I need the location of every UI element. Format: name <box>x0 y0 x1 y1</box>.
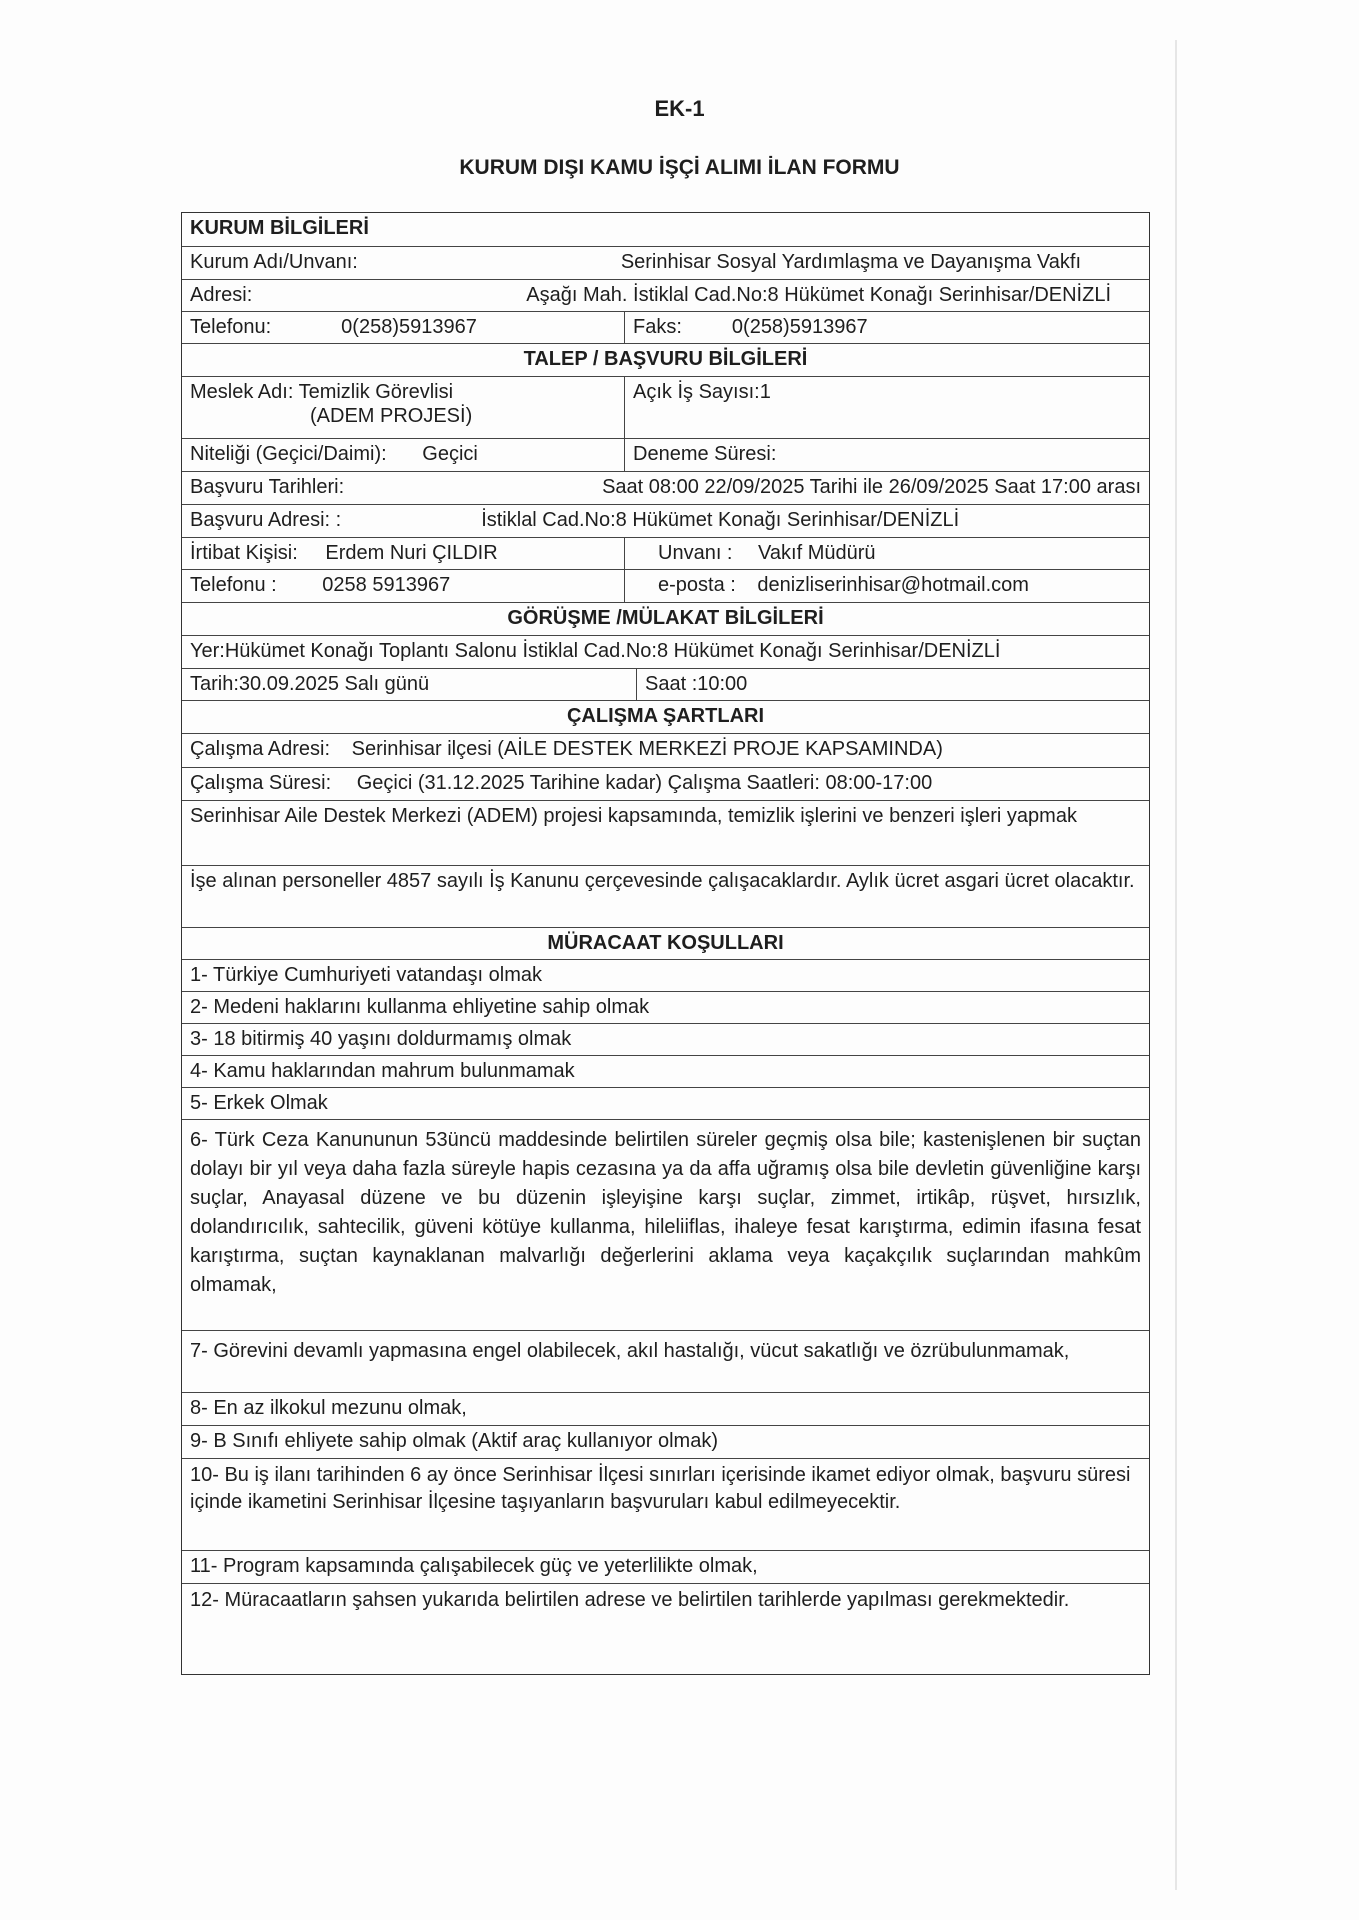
interview-place: Yer:Hükümet Konağı Toplantı Salonu İstiklal Cad.No:8 Hükümet Konağı Serinhisar/DENİZLİ <box>190 640 1001 662</box>
form-title: KURUM DIŞI KAMU İŞÇİ ALIMI İLAN FORMU <box>459 156 900 179</box>
field-label: Çalışma Süresi: <box>190 772 332 794</box>
row-interview-place <box>182 636 1149 669</box>
field-label: Başvuru Adresi: : <box>190 509 342 531</box>
institution-address: Aşağı Mah. İstiklal Cad.No:8 Hükümet Konağı Serinhisar/DENİZLİ <box>526 284 1111 306</box>
condition-text: 7- Görevini devamlı yapmasına engel olabilecek, akıl hastalığı, vücut sakatlığı ve özrübulunmamak, <box>190 1340 1070 1362</box>
field-label: Telefonu : <box>190 574 277 596</box>
condition-item <box>182 1024 1149 1056</box>
field-label: Başvuru Tarihleri: <box>190 476 345 498</box>
row-application-address <box>182 505 1149 538</box>
work-address: Serinhisar ilçesi (AİLE DESTEK MERKEZİ PROJE KAPSAMINDA) <box>351 738 943 760</box>
row-contact <box>182 538 1149 570</box>
project-name: (ADEM PROJESİ) <box>310 405 473 427</box>
condition-item <box>182 1120 1149 1331</box>
field-label: Telefonu: <box>190 316 272 338</box>
row-institution-name <box>182 247 1149 280</box>
field-label: Faks: <box>633 316 682 338</box>
section-interview <box>182 603 1149 636</box>
field-label: Çalışma Adresi: <box>190 738 331 760</box>
announcement-form <box>181 212 1150 1675</box>
condition-item <box>182 1584 1149 1674</box>
condition-text: 9- B Sınıfı ehliyete sahip olmak (Aktif araç kullanıyor olmak) <box>190 1430 718 1452</box>
section-heading: MÜRACAAT KOŞULLARI <box>547 932 784 954</box>
condition-item <box>182 1551 1149 1584</box>
work-duration: Geçici (31.12.2025 Tarihine kadar) Çalışma Saatleri: 08:00-17:00 <box>356 772 933 794</box>
section-heading: KURUM BİLGİLERİ <box>190 217 369 239</box>
condition-text: 10- Bu iş ilanı tarihinden 6 ay önce Serinhisar İlçesi sınırları içerisinde ikamet ediyor olmak, başvuru süresi içinde ikametini Serinhisar İlçesine taşıyanların başvuruları kabul edilmeyecektir. <box>190 1464 1131 1513</box>
row-work-address <box>182 734 1149 768</box>
application-dates: Saat 08:00 22/09/2025 Tarihi ile 26/09/2025 Saat 17:00 arası <box>602 476 1141 498</box>
contact-email[interactable]: denizliserinhisar@hotmail.com <box>757 574 1029 596</box>
row-address <box>182 280 1149 312</box>
trial-period: Deneme Süresi: <box>633 443 777 465</box>
row-work-description <box>182 801 1149 866</box>
field-label: e-posta : <box>658 574 736 596</box>
section-application <box>182 344 1149 377</box>
contact-title: Vakıf Müdürü <box>758 542 876 564</box>
row-interview-date <box>182 669 1149 701</box>
condition-text: 2- Medeni haklarını kullanma ehliyetine sahip olmak <box>190 996 650 1018</box>
row-work-law <box>182 866 1149 928</box>
section-conditions <box>182 928 1149 960</box>
work-law: İşe alınan personeller 4857 sayılı İş Kanunu çerçevesinde çalışacaklardır. Aylık ücret asgari ücret olacaktır. <box>190 870 1135 892</box>
institution-fax: 0(258)5913967 <box>731 316 868 338</box>
nature-value: Geçici <box>422 443 478 465</box>
condition-item <box>182 1426 1149 1459</box>
scan-edge <box>1175 40 1177 1890</box>
condition-item <box>182 1056 1149 1088</box>
condition-item <box>182 1459 1149 1551</box>
profession: Meslek Adı: Temizlik Görevlisi <box>190 381 454 403</box>
row-phone-fax <box>182 312 1149 344</box>
condition-item <box>182 1331 1149 1393</box>
condition-item <box>182 1393 1149 1426</box>
condition-text: 6- Türk Ceza Kanununun 53üncü maddesinde belirtilen süreler geçmiş olsa bile; kastenişlenen bir suçtan dolayı bir yıl veya daha fazla süreyle hapis cezasına ya da affa uğramış olsa bile devletin güvenliğine karşı suçlar, Anayasal düzene ve bu düzenin işleyişine karşı suçlar, zimmet, irtikâp, rüşvet, hırsızlık, dolandırıcılık, sahtecilik, güveni kötüye kullanma, hileliiflas, ihaleye fesat karıştırma, edimin ifasına fesat karıştırma, suçtan kaynaklanan malvarlığı değerlerini aklama veya kaçakçılık suçlarından mahkûm olmamak, <box>190 1129 1141 1296</box>
institution-name: Serinhisar Sosyal Yardımlaşma ve Dayanışma Vakfı <box>620 251 1081 273</box>
application-address: İstiklal Cad.No:8 Hükümet Konağı Serinhisar/DENİZLİ <box>481 509 960 531</box>
field-label: Kurum Adı/Unvanı: <box>190 251 358 273</box>
row-nature <box>182 439 1149 472</box>
interview-date: Tarih:30.09.2025 Salı günü <box>182 669 637 700</box>
field-label: Niteliği (Geçici/Daimi): <box>190 443 387 465</box>
row-work-duration <box>182 768 1149 801</box>
row-profession <box>182 377 1149 439</box>
field-label: İrtibat Kişisi: <box>190 542 298 564</box>
open-positions: Açık İş Sayısı:1 <box>633 381 771 403</box>
section-heading: TALEP / BAŞVURU BİLGİLERİ <box>523 348 808 370</box>
condition-text: 3- 18 bitirmiş 40 yaşını doldurmamış olmak <box>190 1028 572 1050</box>
section-institution <box>182 213 1149 247</box>
condition-text: 1- Türkiye Cumhuriyeti vatandaşı olmak <box>190 964 542 986</box>
section-heading: ÇALIŞMA ŞARTLARI <box>566 705 765 727</box>
condition-text: 11- Program kapsamında çalışabilecek güç ve yeterlilikte olmak, <box>190 1555 758 1577</box>
condition-text: 5- Erkek Olmak <box>190 1092 328 1114</box>
condition-text: 8- En az ilkokul mezunu olmak, <box>190 1397 467 1419</box>
condition-item <box>182 992 1149 1024</box>
field-label: Adresi: <box>190 284 253 306</box>
row-dates <box>182 472 1149 505</box>
institution-phone: 0(258)5913967 <box>341 316 477 338</box>
condition-text: 4- Kamu haklarından mahrum bulunmamak <box>190 1060 575 1082</box>
condition-item <box>182 1088 1149 1120</box>
annex-label: EK-1 <box>654 96 705 121</box>
section-heading: GÖRÜŞME /MÜLAKAT BİLGİLERİ <box>507 607 824 629</box>
row-contact-phone <box>182 570 1149 603</box>
contact-person: Erdem Nuri ÇILDIR <box>325 542 498 564</box>
field-label: Unvanı : <box>658 542 733 564</box>
contact-phone: 0258 5913967 <box>322 574 451 596</box>
section-work <box>182 701 1149 734</box>
interview-time: Saat :10:00 <box>645 673 748 695</box>
condition-text: 12- Müracaatların şahsen yukarıda belirtilen adrese ve belirtilen tarihlerde yapılması gerekmektedir. <box>190 1589 1070 1611</box>
condition-item <box>182 960 1149 992</box>
work-description: Serinhisar Aile Destek Merkezi (ADEM) projesi kapsamında, temizlik işlerini ve benzeri işleri yapmak <box>190 805 1077 827</box>
